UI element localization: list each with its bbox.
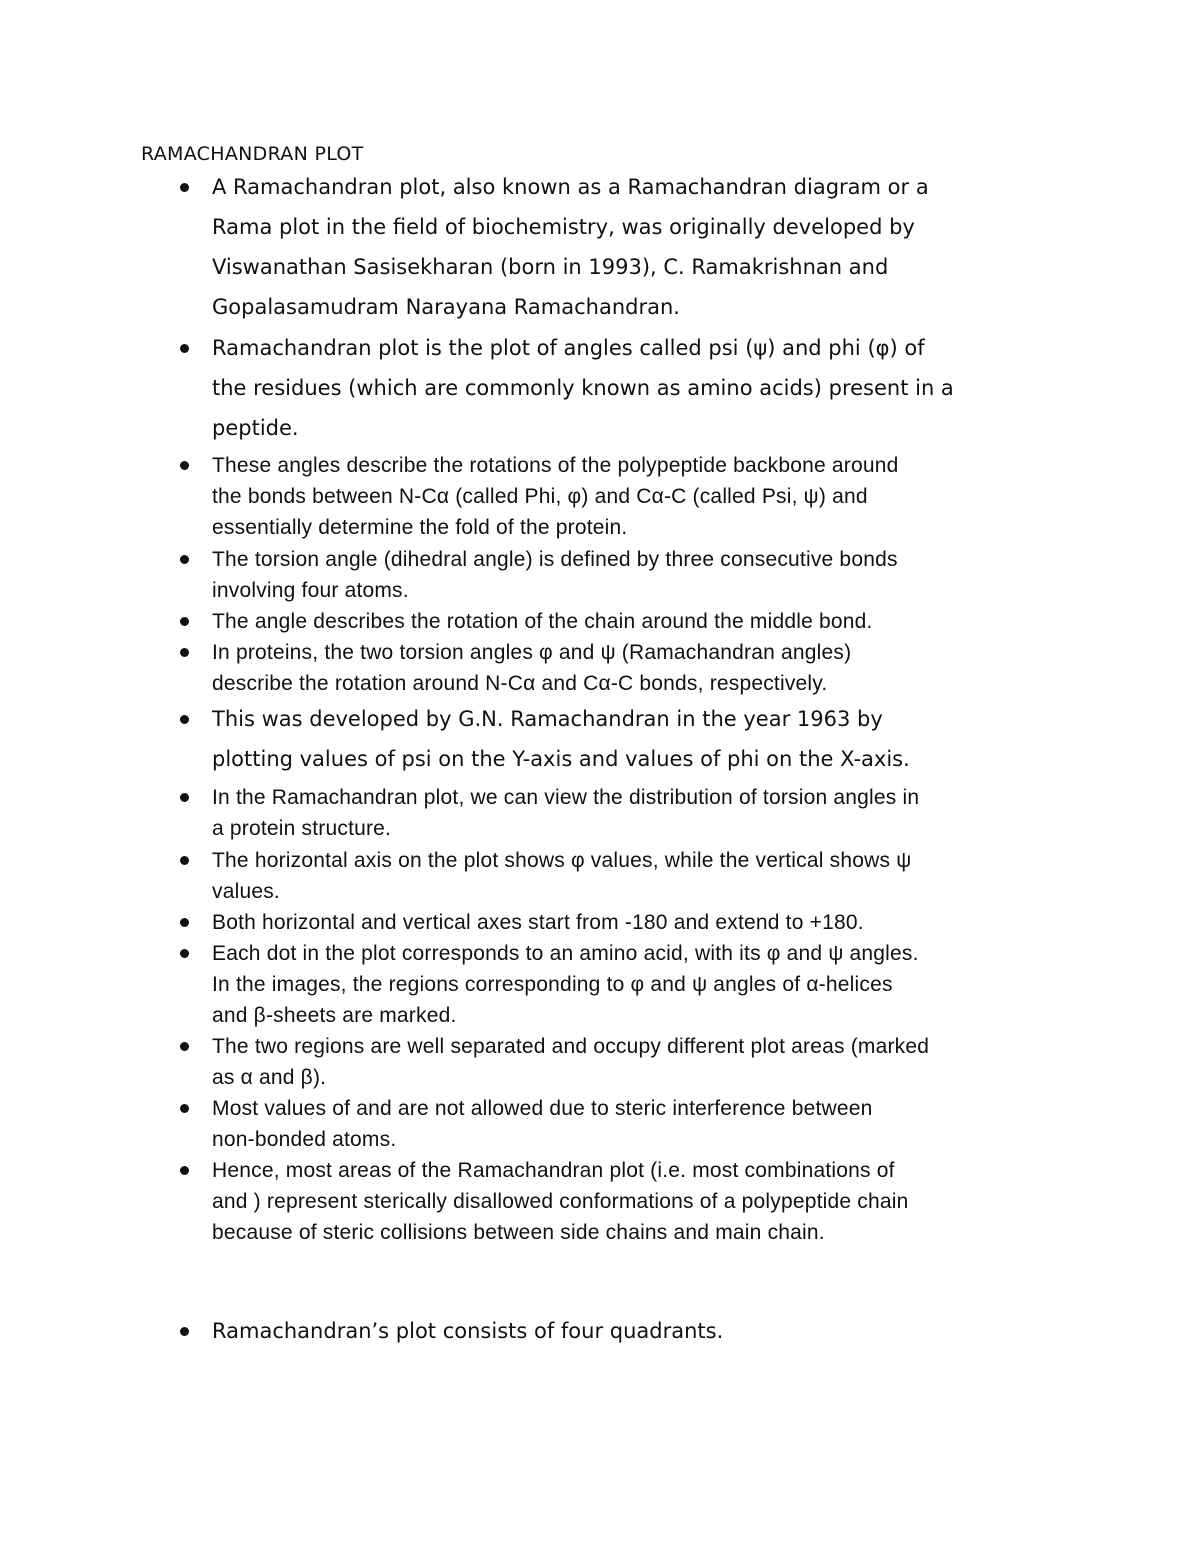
bullet-dot-icon [180, 461, 189, 470]
bullet-item [212, 328, 1072, 448]
bullet-dot-icon [180, 918, 189, 927]
bullet-item [212, 1155, 1072, 1248]
bullet-text: Each dot in the plot corresponds to an amino acid, with its φ and ψ angles. In the images, the regions corresponding to φ and ψ angles of α-helices and β-sheets are marked. [212, 942, 919, 1027]
bullet-text: The horizontal axis on the plot shows φ values, while the vertical shows ψ values. [212, 849, 912, 903]
bullet-text: The angle describes the rotation of the chain around the middle bond. [212, 610, 873, 633]
bullet-dot-icon [180, 344, 189, 353]
bullet-item [212, 167, 1072, 327]
bullet-item [212, 1031, 1072, 1093]
bullet-dot-icon [180, 183, 189, 192]
bullet-item [212, 938, 1072, 1031]
bullet-dot-icon [180, 1166, 189, 1175]
bullet-dot-icon [180, 715, 189, 724]
bullet-item [212, 1093, 1072, 1155]
bullet-item [212, 1311, 1072, 1351]
bullet-item [212, 544, 1072, 606]
bullet-text: Ramachandran’s plot consists of four quadrants. [212, 1319, 724, 1343]
bullet-text: Ramachandran plot is the plot of angles called psi (ψ) and phi (φ) of the residues (which are commonly known as amino acids) present in a peptide. [212, 336, 954, 440]
bullet-item [212, 450, 1072, 543]
bullet-text: The torsion angle (dihedral angle) is defined by three consecutive bonds involving four atoms. [212, 548, 898, 602]
bullet-text: In the Ramachandran plot, we can view the distribution of torsion angles in a protein structure. [212, 786, 920, 840]
bullet-text: The two regions are well separated and occupy different plot areas (marked as α and β). [212, 1035, 930, 1089]
bullet-item [212, 637, 1072, 699]
bullet-dot-icon [180, 648, 189, 657]
bullet-text: A Ramachandran plot, also known as a Ramachandran diagram or a Rama plot in the field of biochemistry, was originally developed by Viswanathan Sasisekharan (born in 1993), C. Ramakrishnan and Gopalasamudram Narayana Ramachandran. [212, 175, 929, 319]
bullet-dot-icon [180, 949, 189, 958]
bullet-item [212, 907, 1072, 938]
bullet-text: Most values of and are not allowed due to steric interference between non-bonded atoms. [212, 1097, 873, 1151]
bullet-text: This was developed by G.N. Ramachandran in the year 1963 by plotting values of psi on the Y-axis and values of phi on the X-axis. [212, 707, 910, 771]
bullet-dot-icon [180, 1104, 189, 1113]
document-title: RAMACHANDRAN PLOT [141, 143, 364, 165]
bullet-dot-icon [180, 856, 189, 865]
bullet-dot-icon [180, 555, 189, 564]
bullet-item [212, 606, 1072, 637]
bullet-dot-icon [180, 1327, 189, 1336]
bullet-item [212, 699, 1072, 779]
bullet-dot-icon [180, 617, 189, 626]
bullet-dot-icon [180, 1042, 189, 1051]
bullet-text: Hence, most areas of the Ramachandran plot (i.e. most combinations of and ) represent sterically disallowed conformations of a polypeptide chain because of steric collisions between side chains and main chain. [212, 1159, 909, 1244]
bullet-text: In proteins, the two torsion angles φ and ψ (Ramachandran angles) describe the rotation around N-Cα and Cα-C bonds, respectively. [212, 641, 852, 695]
bullet-item [212, 845, 1072, 907]
bullet-item [212, 782, 1072, 844]
bullet-text: These angles describe the rotations of the polypeptide backbone around the bonds between N-Cα (called Phi, φ) and Cα-C (called Psi, ψ) and essentially determine the fold of the protein. [212, 454, 899, 539]
bullet-text: Both horizontal and vertical axes start from -180 and extend to +180. [212, 911, 864, 934]
bullet-dot-icon [180, 793, 189, 802]
